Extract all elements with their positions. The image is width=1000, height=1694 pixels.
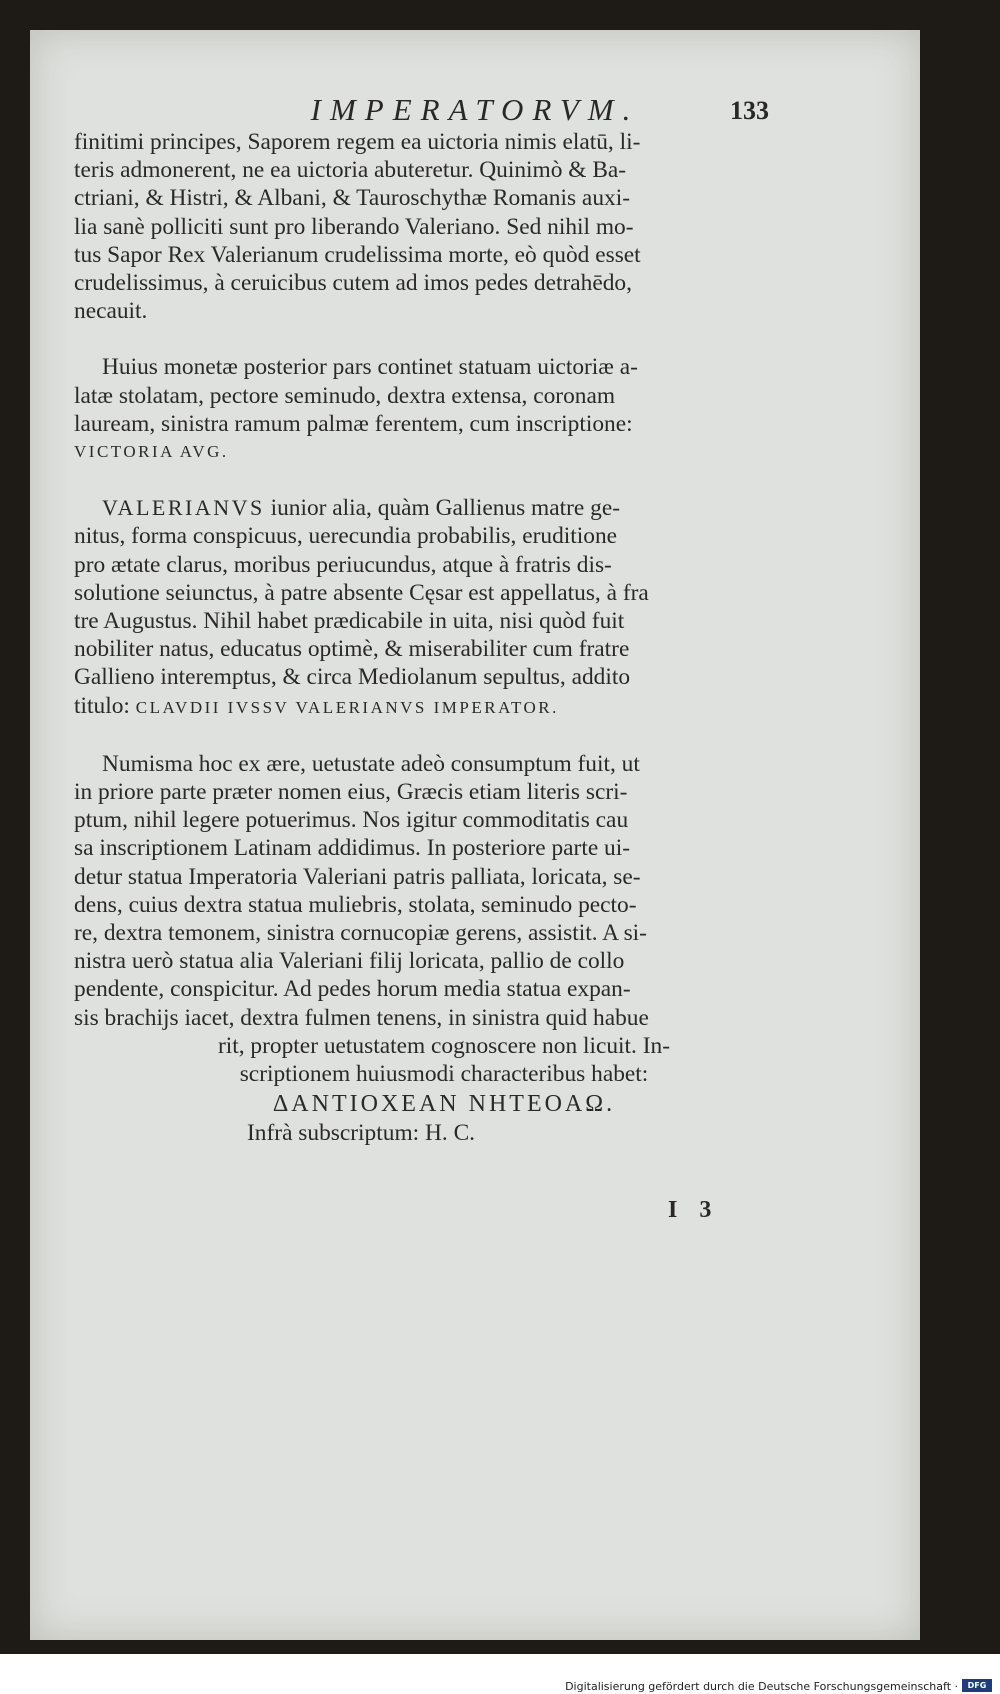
text-line: pendente, conspicitur. Ad pedes horum media statua expan- (74, 976, 631, 1003)
text-line: dens, cuius dextra statua muliebris, stolata, seminudo pecto- (74, 891, 637, 918)
text-line: Gallieno interemptus, & circa Mediolanum sepultus, addito (74, 664, 631, 691)
running-title: IMPERATORVM. (310, 92, 640, 127)
book-page (30, 30, 920, 1640)
coin-inscription: VICTORIA AVG. (74, 442, 229, 462)
text-line: nitus, forma conspicuus, uerecundia probabilis, eruditione (74, 523, 618, 550)
text-line: in priore parte præter nomen eius, Græcis etiam literis scri- (74, 779, 628, 806)
text-line: titulo: CLAVDII IVSSV VALERIANVS IMPERATOR. (74, 692, 559, 719)
subscript-line: Infrà subscriptum: H. C. (247, 1119, 476, 1146)
text-line: sa inscriptionem Latinam addidimus. In posteriore parte ui- (74, 835, 631, 862)
footer-bar (0, 1654, 1000, 1694)
emperor-name: VALERIANVS (102, 495, 265, 521)
text-line: Numisma hoc ex ære, uetustate adeò consumptum fuit, ut (102, 750, 640, 777)
text-line: nistra uerò statua alia Valeriani filij loricata, pallio de collo (74, 948, 625, 975)
text-line: rit, propter uetustatem cognoscere non licuit. In- (217, 1032, 671, 1059)
text-line: detur statua Imperatoria Valeriani patris palliata, loricata, se- (74, 863, 641, 890)
text-line: nobiliter natus, educatus optimè, & miserabiliter cum fratre (74, 636, 630, 663)
text-line: VALERIANVS iunior alia, quàm Gallienus matre ge- (102, 495, 621, 522)
text-line: solutione seiunctus, à patre absente Cęsar est appellatus, à fra (74, 579, 649, 606)
dfg-logo: DFG (962, 1679, 992, 1692)
text-line: crudelissimus, à ceruicibus cutem ad imos pedes detrahēdo, (74, 270, 632, 297)
text-line: scriptionem huiusmodi characteribus habet: (239, 1061, 649, 1088)
page-number: 133 (730, 96, 769, 125)
text-line: latæ stolatam, pectore seminudo, dextra extensa, coronam (74, 382, 616, 409)
text-line: re, dextra temonem, sinistra cornucopiæ gerens, assistit. A si- (74, 920, 647, 947)
text-line: Huius monetæ posterior pars continet statuam uictoriæ a- (102, 354, 638, 381)
text-line: pro ætate clarus, moribus periucundus, atque à fratris dis- (74, 551, 612, 578)
tomb-inscription: CLAVDII IVSSV VALERIANVS IMPERATOR. (135, 697, 559, 717)
text-body (74, 128, 814, 1147)
text-line: tre Augustus. Nihil habet prædicabile in uita, nisi quòd fuit (74, 608, 625, 635)
text-line: ctriani, & Histri, & Albani, & Tauroschythæ Romanis auxi- (74, 185, 630, 212)
text-line: finitimi principes, Saporem regem ea uictoria nimis elatū, li- (74, 129, 641, 155)
text-line: lia sanè polliciti sunt pro liberando Valeriano. Sed nihil mo- (74, 213, 634, 240)
text-line: necauit. (74, 298, 148, 325)
funding-credit: Digitalisierung gefördert durch die Deutsche Forschungsgemeinschaft · (565, 1680, 958, 1693)
text-line: lauream, sinistra ramum palmæ ferentem, cum inscriptione: (74, 410, 633, 437)
text-line: teris admonerent, ne ea uictoria abuteretur. Quinimò & Ba- (74, 157, 627, 184)
greek-inscription: ΔANTIOXEAN NHTEOAΩ. (272, 1091, 616, 1118)
text-line: tus Sapor Rex Valerianum crudelissima morte, eò quòd esset (74, 241, 641, 268)
text-line: ptum, nihil legere potuerimus. Nos igitur commoditatis cau (74, 807, 629, 834)
signature-mark: I 3 (668, 1197, 720, 1223)
text-line: sis brachijs iacet, dextra fulmen tenens, in sinistra quid habue (74, 1004, 649, 1031)
